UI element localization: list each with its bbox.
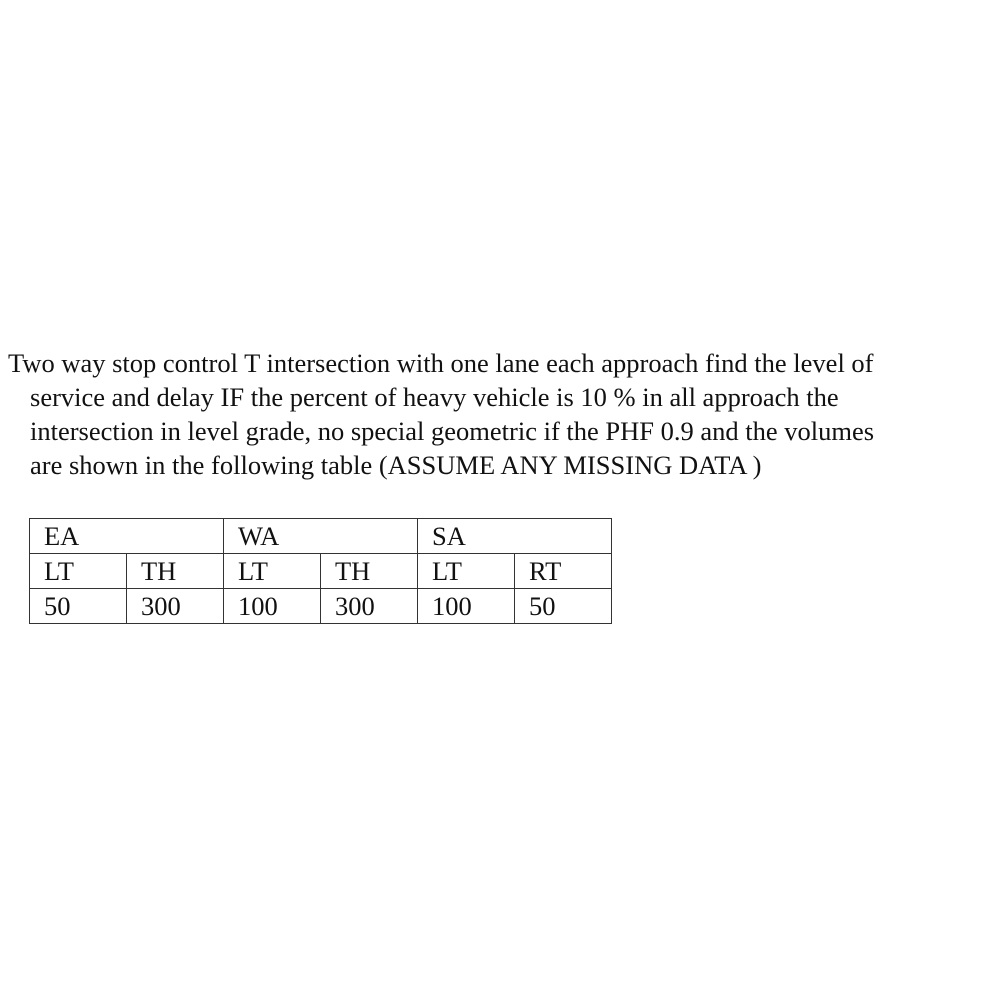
approach-header-wa: WA [224,519,418,554]
volume-cell: 300 [321,589,418,624]
movement-cell: TH [321,554,418,589]
volume-row [30,589,612,624]
problem-line: service and delay IF the percent of heavy vehicle is 10 % in all approach the [30,382,839,412]
approach-header-ea: EA [30,519,224,554]
approach-row [30,519,612,554]
movement-cell: LT [30,554,127,589]
volume-table [29,518,612,624]
volume-cell: 100 [418,589,515,624]
movement-cell: LT [418,554,515,589]
problem-line: intersection in level grade, no special geometric if the PHF 0.9 and the volumes [30,416,875,446]
volume-cell: 300 [127,589,224,624]
problem-line: Two way stop control T intersection with one lane each approach find the level of [8,348,874,378]
movement-cell: RT [515,554,612,589]
volume-cell: 50 [515,589,612,624]
volume-cell: 50 [30,589,127,624]
movement-cell: TH [127,554,224,589]
volume-cell: 100 [224,589,321,624]
movement-row [30,554,612,589]
problem-line: are shown in the following table (ASSUME ANY MISSING DATA ) [30,450,762,480]
movement-cell: LT [224,554,321,589]
problem-statement [8,346,993,482]
approach-header-sa: SA [418,519,612,554]
